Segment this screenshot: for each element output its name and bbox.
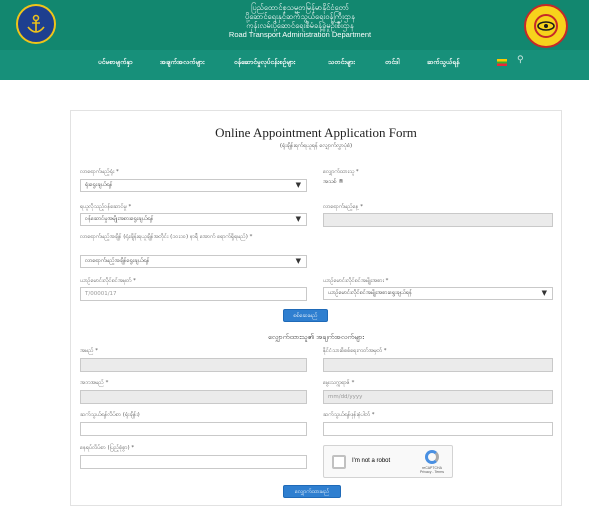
license-type-select[interactable] (323, 287, 553, 300)
office-label: လာရောက်မည့်ရုံး * (80, 169, 119, 175)
service-select[interactable] (80, 213, 307, 226)
applicant-type-radio[interactable]: အသစ် ® (323, 179, 344, 185)
office-select-value: ရုံးရွေးချယ်ရန် (85, 182, 113, 188)
nav-services[interactable]: ဝန်ဆောင်မှုလုပ်ငန်းစဉ်များ (234, 58, 296, 66)
phone-label: ဆက်သွယ်ရန်ဖုန်းနံပါတ် * (323, 412, 375, 418)
myanmar-flag-icon[interactable] (497, 59, 507, 66)
recaptcha-widget (323, 445, 453, 478)
date-label: လာရောက်မည့်နေ့ * (323, 204, 363, 210)
rtad-logo-icon[interactable] (524, 4, 568, 48)
service-label: ရယူလိုသည့်ဝန်ဆောင်မှု * (80, 204, 132, 210)
time-select-value: လာရောက်မည့်အချိန်ရွေးချယ်ရန် (85, 258, 150, 264)
recaptcha-checkbox[interactable] (332, 455, 346, 469)
office-select[interactable] (80, 179, 307, 192)
address-input[interactable] (80, 422, 307, 436)
recaptcha-brand-name: reCAPTCHA (422, 466, 442, 470)
license-number-placeholder: T/00001/17 (85, 291, 117, 297)
form-card (70, 110, 562, 506)
chevron-down-icon: ▼ (295, 215, 301, 223)
dob-field[interactable] (323, 390, 553, 404)
nav-tender[interactable]: တင်ဒါ (385, 58, 400, 66)
name-field[interactable] (80, 358, 307, 372)
nav-contact[interactable]: ဆက်သွယ်ရန် (427, 58, 460, 66)
department-logo-icon[interactable] (16, 4, 56, 44)
license-type-label: ယာဉ်မောင်းလိုင်စင်အမျိုးအစား * (323, 278, 389, 284)
chevron-down-icon: ▼ (541, 289, 547, 297)
title-line-3: ကုန်းလမ်းပို့ဆောင်ရေးစီမံခန့်ခွဲမှုဦးစီးဌာန (246, 21, 354, 30)
recaptcha-terms-link[interactable]: Privacy - Terms (419, 470, 445, 474)
anchor-icon (23, 11, 49, 37)
submit-button[interactable]: လျှောက်ထားမည် (283, 485, 341, 498)
title-line-1: ပြည်ထောင်စုသမ္မတမြန်မာနိုင်ငံတော် (251, 3, 349, 12)
chevron-down-icon: ▼ (295, 257, 301, 265)
nav-information[interactable]: အချက်အလက်များ (160, 58, 205, 66)
license-number-input[interactable] (80, 287, 307, 301)
form-title: Online Appointment Application Form (215, 125, 417, 140)
applicant-section-title: လျှောက်ထားသူ၏ အချက်အလက်များ (267, 333, 365, 341)
applicant-type-label: လျှောက်ထားသူ * (323, 169, 359, 175)
org-title (180, 3, 420, 40)
address-label: ဆက်သွယ်ရန်လိပ်စာ (ရုံးချိန်း) (80, 412, 140, 418)
date-field[interactable] (323, 213, 553, 227)
service-select-value: ဝန်ဆောင်မှုအမျိုးအစားရွေးချယ်ရန် (85, 216, 154, 222)
nrc-label: နိုင်ငံသားစိစစ်ရေးကတ်အမှတ် * (323, 348, 387, 354)
dob-label: မွေးသက္ကရာဇ် * (323, 380, 355, 386)
father-name-field[interactable] (80, 390, 307, 404)
wheel-icon (531, 11, 561, 41)
nav-home[interactable]: ပင်မစာမျက်နှာ (98, 58, 133, 66)
name-label: အမည် * (80, 348, 99, 354)
dob-placeholder: mm/dd/yyyy (328, 394, 363, 400)
recaptcha-logo-icon (425, 450, 439, 464)
license-type-select-value: ယာဉ်မောင်းလိုင်စင်အမျိုးအစားရွေးချယ်ရန် (328, 290, 412, 296)
check-button[interactable]: စစ်ဆေးမည် (283, 309, 328, 322)
time-select[interactable] (80, 255, 307, 268)
title-english: Road Transport Administration Department (228, 30, 372, 39)
home-address-label: နေရပ်လိပ်စာ (ပြည့်စုံစွာ) * (80, 445, 135, 451)
chevron-down-icon: ▼ (295, 181, 301, 189)
nav-news[interactable]: သတင်းများ (328, 58, 355, 66)
form-subtitle: (ရုံးချိန်းရက်ရယူရန် လျှောက်လွှာပုံစံ) (279, 143, 353, 149)
home-address-input[interactable] (80, 455, 307, 469)
site-header (0, 0, 589, 80)
recaptcha-brand (414, 466, 450, 474)
nrc-field[interactable] (323, 358, 553, 372)
phone-input[interactable] (323, 422, 553, 436)
license-number-label: ယာဉ်မောင်းလိုင်စင်အမှတ် * (80, 278, 136, 284)
time-label: လာရောက်မည့်အချိန် (ရုံးချိန်းရယူချိန်အတိုင်း (၁၀း၁၀) နာရီ အောက် ရောက်ရှိရမည်) * (80, 234, 253, 240)
recaptcha-text: I'm not a robot (352, 458, 391, 464)
title-line-2: ပို့ဆောင်ရေးနှင့်ဆက်သွယ်ရေးဝန်ကြီးဌာန (245, 12, 355, 21)
search-icon[interactable]: ⚲ (517, 55, 524, 65)
father-name-label: အဘအမည် * (80, 380, 109, 386)
